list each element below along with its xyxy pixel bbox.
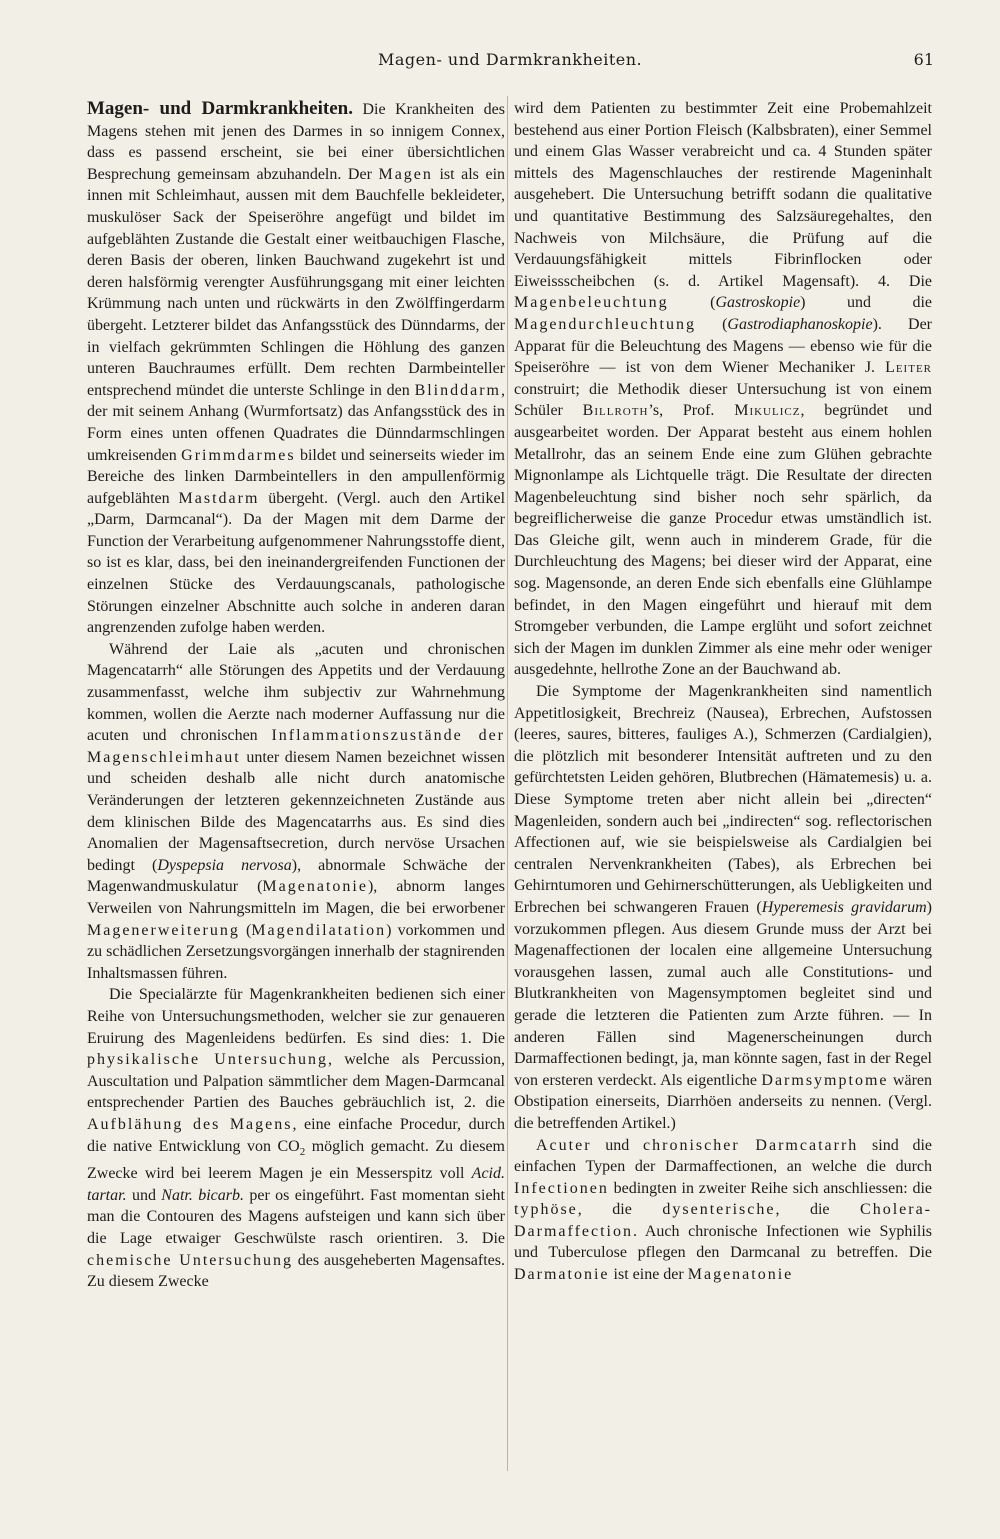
spaced-term: Grimmdarmes (181, 446, 296, 464)
spaced-term: physikalische Untersuchung (87, 1051, 329, 1069)
person-name: Mikulicz (734, 402, 801, 420)
text-run: bildet und seinerseits wieder im Bereiche des linken Darmbeintellers in den ampullenförmig aufgeblähten (87, 446, 505, 507)
spaced-term: Cholera-Darmaffection (514, 1201, 932, 1240)
italic-term: Natr. bicarb. (161, 1186, 244, 1204)
text-run: übergeht. (Vergl. auch den Artikel „Darm, Darmcanal“). Da der Magen mit dem Darme der Function der Verarbeitung aufgenommener Nahrungsstoffe dient, so ist es klar, dass, bei den ineinandergreifenden Functionen der einzelnen Stücke des Verdauungscanals, pathologische Störungen einzelner Abschnitte auch solche in anderen daran angrenzenden zufolge haben werden. (87, 489, 506, 637)
spaced-term: Acuter (536, 1136, 592, 1154)
text-run: wären Obstipation einerseits, Diarrhöen anderseits zu nennen. (Vergl. die betreffenden Artikel.) (514, 1071, 932, 1132)
text-run: sind die einfachen Typen der Darmaffectionen, an welche die durch (514, 1136, 933, 1176)
paragraph-catarrh (87, 639, 505, 985)
spaced-term: Magenatonie (262, 878, 368, 896)
left-column (87, 98, 505, 1293)
running-title: Magen- und Darmkrankheiten. (378, 50, 643, 69)
text-run: ist als ein innen mit Schleimhaut, aussen mit dem Bauchfelle bekleideter, muskulöser Sack der Speiseröhre angefügt und bildet im aufgeblähten Zustande die Gestalt einer weitbauchigen Flasche, deren Basis der oberen, linken Bauchwand zugekehrt ist und deren halsförmig verengter Ausführungsgang mit einer leichten Krümmung nach unten und rückwärts in den Zwölffingerdarm übergeht. Letzterer bildet das Anfangsstück des Dünndarms, der in vielfach gekrümmten Schlingen die Höhlung des ganzen unteren Bauchraumes erfüllt. Dem rechten Darmbeinteller entsprechend mündet die unterste Schlinge in den (87, 165, 506, 399)
paragraph-symptoms (514, 681, 932, 1134)
text-run: unter diesem Namen bezeichnet wissen und scheiden deshalb alle nicht durch anatomische Veränderungen der letzteren gekennzeichneten Zustände aus dem klinischen Bilde des Magencatarrhs aus. Es sind dies Anomalien der Magensaftsecretion, durch nervöse Ursachen bedingt ( (87, 748, 505, 874)
italic-term: Gastroskopie (715, 294, 801, 312)
spaced-term: Infectionen (514, 1179, 609, 1197)
italic-term: Acid. tartar. (87, 1165, 505, 1204)
paragraph-intestinal (514, 1135, 932, 1286)
text-run: ( (239, 921, 252, 939)
spaced-term: Magenbeleuchtung (514, 294, 669, 312)
spaced-term: chronischer Darmcatarrh (643, 1136, 859, 1154)
text-run: möglich gemacht. Zu diesem Zwecke wird bei leerem Magen je ein Messerspitz voll (87, 1137, 505, 1183)
text-run: ), abnorm langes Verweilen von Nahrungsmitteln im Magen, die bei erworbener (87, 878, 506, 917)
subscript: 2 (299, 1145, 306, 1158)
text-run: ) vorzukommen pflegen. Aus diesem Grunde muss der Arzt bei Magenaffectionen der localen eine allgemeine Untersuchung vorausgehen lassen, zumal auch alle Constitutions- und Blutkrankheiten von Magensymptomen begleitet sind und gerade die letzteren die Patienten zum Arzte führen. — In anderen Fällen sind Magenerscheinungen durch Darmaffectionen bedingt, ja, man könnte sagen, fast in der Regel von ersteren verdeckt. Als eigentliche (514, 898, 932, 1089)
text-run: Die Specialärzte für Magenkrankheiten bedienen sich einer Reihe von Untersuchungsmethoden, welcher sie zur genaueren Eruirung des Magenleidens bedürfen. Es sind dies: 1. Die (87, 986, 505, 1047)
person-name: Billroth (582, 402, 649, 420)
text-run: und (591, 1136, 644, 1154)
spaced-term: Magenerweiterung (87, 921, 240, 939)
spaced-term: Aufblähung des Magens (87, 1115, 293, 1133)
text-run: ) und die (800, 294, 933, 312)
spaced-term: dysenterische (662, 1201, 776, 1219)
right-column (514, 98, 932, 1286)
text-run: ), abnormale Schwäche der Magenwandmuskulatur ( (87, 856, 506, 896)
italic-term: Hyperemesis gravidarum (761, 898, 927, 916)
text-run: , der mit seinem Anhang (Wurmfortsatz) das Anfangsstück des in Form eines unten offenen Quadrates die Dünndarmschlingen umkreisenden (87, 381, 505, 464)
paragraph-gastroscopy (514, 98, 932, 681)
text-run: Die Symptome der Magenkrankheiten sind namentlich Appetitlosigkeit, Brechreiz (Nausea), Erbrechen, Aufstossen (leeres, saures, bitteres, fauliges A.), Schmerzen (Cardialgien), die plötzlich mit besonderer Intensität auftreten und zu den gefürchtetsten Leiden gehören, Blutbrechen (Hämatemesis) u. a. Diese Symptome treten aber nicht allein bei „directen“ Magenleiden, sondern auch bei „indirecten“ sog. reflectorischen Affectionen auf, wie sie beispielsweise als Cardialgien bei centralen Nervenkrankheiten (Tabes), als Erbrechen bei Gehirntumoren und Gehirnerschütterungen, als Uebligkeiten und Erbrechen bei schwangeren Frauen ( (514, 683, 932, 916)
text-run: und (126, 1186, 162, 1204)
text-run: Während der Laie als „acuten und chronischen Magencatarrh“ alle Störungen des Appetits und der Verdauung zusammenfasst, welche ihm subjectiv zur Wahrnehmung kommen, wollen die Aerzte nach moderner Auffassung nur die acuten und chronischen (87, 640, 505, 745)
paragraph-intro (87, 98, 505, 639)
text-run: , die (577, 1201, 663, 1219)
text-run: ). Der Apparat für die Beleuchtung des Magens — ebenso wie für die Speiseröhre — ist von dem Wiener Mechaniker J. (514, 315, 932, 377)
text-run: per os eingeführt. Fast momentan sieht man die Contouren des Magens aufsteigen und kann sich über die Lage etwaiger Geschwülste rasch orientiren. 3. Die (87, 1186, 505, 1248)
text-run: ( (668, 294, 716, 312)
text-run: ) vorkommen und zu schädlichen Zersetzungsvorgängen innerhalb der stagnirenden Inhaltsmassen führen. (87, 921, 505, 982)
spaced-term: Magenatonie (687, 1266, 794, 1284)
text-run: , begründet und ausgearbeitet worden. Der Apparat besteht aus einem hohlen Metallrohr, das an seinem Ende eine zum Glühen gebrachte Mignonlampe als Lichtquelle trägt. Die Resultate der directen Magenbeleuchtung sind bisher noch sehr spärlich, da begreiflicherweise die ganze Procedur etwas umständlich ist. Das Gleiche gilt, wenn auch in minderem Grade, für die Durchleuchtung des Magens; bei dieser wird der Apparat, eine sog. Magensonde, an deren Ende sich ebenfalls eine Glühlampe befindet, in den Magen eingeführt und hierauf mit dem Stromgeber verbunden, die Lampe erglüht und sofort zeichnet sich der Magen im dunklen Zimmer als eine mehr oder weniger ausgedehnte, hellrothe Zone an der Bauchwand ab. (514, 402, 933, 679)
text-run: ’s, Prof. (648, 402, 735, 420)
spaced-term: Blinddarm (414, 381, 501, 399)
spaced-term: Mastdarm (178, 489, 260, 507)
spaced-term: Magendurchleuchtung (514, 315, 696, 333)
spaced-term: Magendilatation (251, 921, 387, 939)
spaced-term: typhöse (514, 1201, 578, 1219)
text-run: . Auch chronische Infectionen wie Syphilis und Tuberculose pflegen den Darmcanal zu betreffen. Die (514, 1222, 932, 1262)
text-run: ist eine der (609, 1266, 688, 1284)
text-run: Die Krankheiten des Magens stehen mit jenen des Darmes in so innigem Connex, dass es passend erscheint, sie bei einer übersichtlichen Besprechung gemeinsam abzuhandeln. Der (87, 101, 505, 183)
text-run: construirt; die Methodik dieser Untersuchung ist von einem Schüler (514, 380, 932, 420)
person-name: Leiter (885, 359, 932, 377)
text-run: , die (775, 1201, 861, 1219)
page-number: 61 (913, 50, 934, 69)
text-run: wird dem Patienten zu bestimmter Zeit eine Probemahlzeit bestehend aus einer Portion Fleisch (Kalbsbraten), einer Semmel und einem Glas Wasser verabreicht und ca. 4 Stunden später mittels des Magenschlauches der restirende Mageninhalt ausgehebert. Die Untersuchung betrifft sodann die qualitative und quantitative Bestimmung des Salzsäuregehaltes, den Nachweis von Milchsäure, die Prüfung auf die Verdauungsfähigkeit mittels Fibrinflocken oder Eiweissscheibchen (s. d. Artikel Magensaft). 4. Die (514, 100, 932, 290)
column-divider (507, 96, 508, 1471)
spaced-term: Darmatonie (514, 1266, 610, 1284)
text-run: , welche als Percussion, Auscultation und Palpation sämmtlicher dem Magen-Darmcanal entsprechender Partien des Bauches gebräuchlich ist, 2. die (87, 1051, 506, 1112)
text-run: ( (695, 315, 728, 333)
italic-term: Dyspepsia nervosa (157, 856, 292, 874)
text-run: bedingten in zweiter Reihe sich anschliessen: die (608, 1179, 932, 1197)
text-run: des ausgeheberten Magensaftes. Zu diesem Zwecke (87, 1251, 506, 1291)
article-headword: Magen- und Darmkrankheiten. (87, 98, 353, 119)
paragraph-methods (87, 984, 505, 1293)
italic-term: Gastrodiaphanoskopie (727, 315, 873, 333)
spaced-term: Magen (378, 165, 433, 183)
spaced-term: chemische Untersuchung (87, 1251, 294, 1269)
text-run: , eine einfache Procedur, durch die native Entwicklung von CO (87, 1115, 505, 1155)
spaced-term: Darmsymptome (761, 1071, 889, 1089)
spaced-term: Inflammationszustände der Magenschleimhaut (87, 727, 505, 766)
